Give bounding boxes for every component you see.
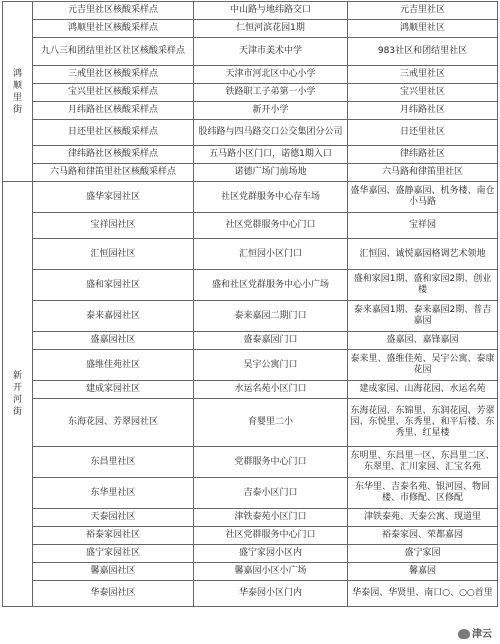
site-location-cell: 水运名苑小区门口 <box>194 381 348 399</box>
table-row <box>3 399 498 447</box>
coverage-area-cell: 津铁泰苑、天泰公寓、现道里 <box>348 509 498 527</box>
site-name-cell: 东华里社区 <box>33 478 194 509</box>
table-row <box>3 66 498 84</box>
site-location-cell: 盛和社区党群服务中心小广场 <box>194 270 348 301</box>
coverage-area-cell: 盛华嘉园、盛静嘉园、机务楼、南仓小马路 <box>348 182 498 213</box>
site-location-cell: 汇恒园小区门口 <box>194 239 348 270</box>
site-location-cell: 吴宇公寓门口 <box>194 350 348 381</box>
site-location-cell: 盛泰嘉园门口 <box>194 332 348 350</box>
site-location-cell: 社区党群服务中心门口 <box>194 213 348 239</box>
watermark <box>458 625 492 640</box>
street-group-label <box>3 2 33 182</box>
site-location-cell: 育婴里二小 <box>194 399 348 447</box>
site-name-cell: 宝祥园社区 <box>33 213 194 239</box>
site-name-cell: 东昌里社区 <box>33 447 194 478</box>
site-name-cell: 华泰园社区 <box>33 581 194 607</box>
site-location-cell: 泰来嘉园二期门口 <box>194 301 348 332</box>
site-name-cell: 盛华家园社区 <box>33 182 194 213</box>
coverage-area-cell: 三戒里社区 <box>348 66 498 84</box>
coverage-area-cell: 宝祥园 <box>348 213 498 239</box>
coverage-area-cell: 泰来里、盛维佳苑、吴宇公寓、泰康花园 <box>348 350 498 381</box>
site-location-cell: 仁恒河滨花园1期 <box>194 20 348 38</box>
site-name-cell: 元吉里社区核酸采样点 <box>33 2 194 20</box>
coverage-area-cell: 盛和家园1期、盛和家园2期、创业楼 <box>348 270 498 301</box>
table-row <box>3 350 498 381</box>
table-row <box>3 381 498 399</box>
site-location-cell: 馨嘉园小区小广场 <box>194 563 348 581</box>
coverage-area-cell: 983社区和团结里社区 <box>348 38 498 66</box>
site-location-cell: 中山路与地纬路交口 <box>194 2 348 20</box>
site-location-cell: 吉泰小区门口 <box>194 478 348 509</box>
table-row <box>3 84 498 102</box>
site-name-cell: 月纬路社区核酸采样点 <box>33 102 194 120</box>
site-location-cell: 铁路职工子弟第一小学 <box>194 84 348 102</box>
site-location-cell: 社区党群服务中心门口 <box>194 527 348 545</box>
site-location-cell: 新开小学 <box>194 102 348 120</box>
bird-logo-icon <box>458 629 470 639</box>
site-location-cell: 华泰园小区门内 <box>194 581 348 607</box>
table-row <box>3 213 498 239</box>
site-name-cell: 天泰园社区 <box>33 509 194 527</box>
site-name-cell: 鸿顺里社区核酸采样点 <box>33 20 194 38</box>
coverage-area-cell: 律纬路社区 <box>348 146 498 164</box>
coverage-area-cell: 鸿顺里社区 <box>348 20 498 38</box>
site-name-cell: 宝兴里社区核酸采样点 <box>33 84 194 102</box>
site-location-cell: 津铁泰苑小区门口 <box>194 509 348 527</box>
site-name-cell: 六马路和律笛里社区核酸采样点 <box>33 164 194 182</box>
site-name-cell: 裕泰家园社区 <box>33 527 194 545</box>
table-row <box>3 38 498 66</box>
coverage-area-cell: 日还里社区 <box>348 120 498 146</box>
coverage-area-cell: 泰来嘉园1期、泰来嘉园2期、普吉嘉园 <box>348 301 498 332</box>
table-row <box>3 120 498 146</box>
coverage-area-cell: 六马路和律笛里社区 <box>348 164 498 182</box>
site-name-cell: 律纬路社区核酸采样点 <box>33 146 194 164</box>
site-location-cell: 天津市美术中学 <box>194 38 348 66</box>
street-name: 新开河街 <box>12 371 22 417</box>
table-row <box>3 2 498 20</box>
table-row <box>3 20 498 38</box>
coverage-area-cell: 盛嘉园、嘉锋嘉园 <box>348 332 498 350</box>
table-row <box>3 545 498 563</box>
table-row <box>3 332 498 350</box>
table-row <box>3 239 498 270</box>
site-name-cell: 盛维佳苑社区 <box>33 350 194 381</box>
site-name-cell: 日还里社区核酸采样点 <box>33 120 194 146</box>
table-row <box>3 164 498 182</box>
street-name: 鸿顺里街 <box>12 68 22 115</box>
coverage-area-cell: 华泰园、华贤里、南口○、○○首里 <box>348 581 498 607</box>
coverage-area-cell: 东海花园、东锦里、东润花园、芳翠园、东悦里、东秀里、和平后楼、东秀里、红星楼 <box>348 399 498 447</box>
watermark-text: 津云 <box>472 629 492 640</box>
site-name-cell: 盛宁家园社区 <box>33 545 194 563</box>
coverage-area-cell: 建成家园、山海花园、水运名苑 <box>348 381 498 399</box>
site-location-cell: 诺德广场门前场地 <box>194 164 348 182</box>
table-row <box>3 509 498 527</box>
coverage-area-cell: 盛宁家园 <box>348 545 498 563</box>
table-row <box>3 182 498 213</box>
table-row <box>3 301 498 332</box>
site-name-cell: 盛和家园社区 <box>33 270 194 301</box>
site-location-cell: 党群服务中心门口 <box>194 447 348 478</box>
coverage-area-cell: 元吉里社区 <box>348 2 498 20</box>
coverage-area-cell: 汇恒园、诚悦嘉园格调艺术领地 <box>348 239 498 270</box>
site-name-cell: 东海花园、芳翠园社区 <box>33 399 194 447</box>
coverage-area-cell: 宝兴里社区 <box>348 84 498 102</box>
site-location-cell: 股纬路与四马路交口公交集团分公司 <box>194 120 348 146</box>
table-row <box>3 478 498 509</box>
coverage-area-cell: 东华里、吉泰名苑、银河园、物回楼、市修配、区修配 <box>348 478 498 509</box>
table-row <box>3 447 498 478</box>
site-name-cell: 泰来嘉园社区 <box>33 301 194 332</box>
table-row <box>3 146 498 164</box>
table-row <box>3 527 498 545</box>
coverage-area-cell: 月纬路社区 <box>348 102 498 120</box>
site-location-cell: 盛宁家园小区内 <box>194 545 348 563</box>
coverage-area-cell: 东明里、东昌里一区、东昌里二区、东翠里、汇川家园、汇宝名苑 <box>348 447 498 478</box>
testing-sites-table <box>2 1 498 607</box>
site-name-cell: 九八三和团结里社区社区核酸采样点 <box>33 38 194 66</box>
site-location-cell: 社区党群服务中心存车场 <box>194 182 348 213</box>
coverage-area-cell: 裕泰家园、荣都嘉园 <box>348 527 498 545</box>
table-row <box>3 563 498 581</box>
coverage-area-cell: 馨嘉园 <box>348 563 498 581</box>
site-name-cell: 建成家园社区 <box>33 381 194 399</box>
table-row <box>3 102 498 120</box>
table-row <box>3 581 498 607</box>
site-name-cell: 馨嘉园社区 <box>33 563 194 581</box>
site-location-cell: 五马路小区门口，诺德1期入口 <box>194 146 348 164</box>
street-group-label <box>3 182 33 607</box>
site-name-cell: 盛嘉园社区 <box>33 332 194 350</box>
table-row <box>3 270 498 301</box>
site-location-cell: 天津市河北区中心小学 <box>194 66 348 84</box>
site-name-cell: 汇恒园社区 <box>33 239 194 270</box>
site-name-cell: 三戒里社区核酸采样点 <box>33 66 194 84</box>
